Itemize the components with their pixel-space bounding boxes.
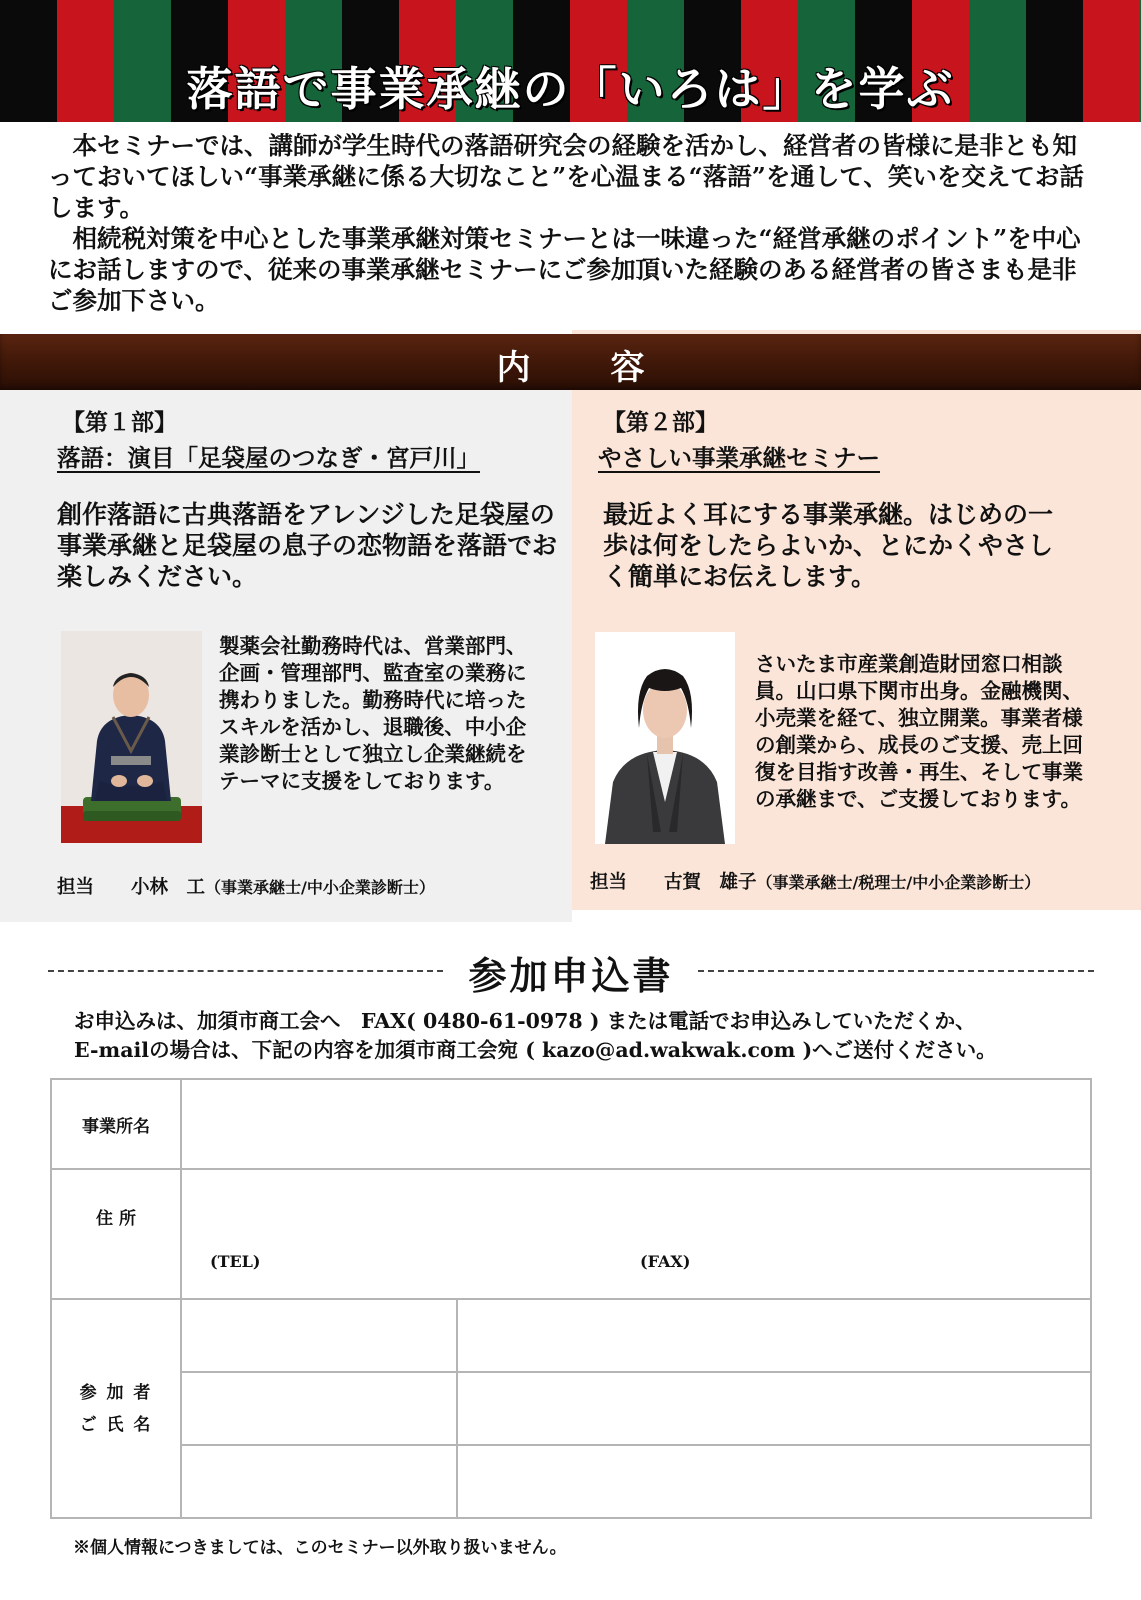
tel-label: (TEL): [210, 1252, 261, 1271]
participant-row-2: [51, 1372, 1091, 1445]
address-field[interactable]: [181, 1169, 1091, 1299]
participant-2-name-field[interactable]: [181, 1372, 457, 1445]
form-title-text: 参加申込書: [460, 953, 681, 998]
participants-label-line-1: 参 加 者: [79, 1382, 153, 1403]
part2-presenter-name: 古賀 雄子: [664, 872, 757, 893]
part2-description: 最近よく耳にする事業承継。はじめの一歩は何をしたらよいか、とにかくやさしく簡単にお伝えします。: [603, 500, 1054, 591]
participant-3-name-field[interactable]: [181, 1445, 457, 1518]
privacy-footnote: ※個人情報につきましては、このセミナー以外取り扱いません。: [73, 1538, 567, 1558]
form-instructions: [74, 1007, 1114, 1065]
business-name-row: [51, 1079, 1091, 1169]
part2-presenter-prefix: 担当: [590, 872, 628, 893]
part2-presenter-credentials: （事業承継士/税理士/中小企業診断士）: [756, 873, 1041, 892]
part1-description: 創作落語に古典落語をアレンジした足袋屋の事業承継と足袋屋の息子の恋物語を落語でお楽しみください。: [57, 500, 558, 591]
participant-1-name-field[interactable]: [181, 1299, 457, 1372]
participant-3-detail-field[interactable]: [457, 1445, 1091, 1518]
page-title: 落語で事業承継の「いろは」を学ぶ: [186, 62, 955, 116]
participant-2-detail-field[interactable]: [457, 1372, 1091, 1445]
part1-presenter-photo: [61, 631, 202, 843]
participants-label: [51, 1299, 181, 1518]
part1-presenter-name: 小林 工: [131, 877, 206, 898]
part1-label: 【第１部】: [62, 409, 177, 436]
part2-title: やさしい事業承継セミナー: [598, 444, 880, 472]
intro-text: [48, 130, 1098, 316]
form-instruction-line-1: お申込みは、加須市商工会へ FAX( 0480-61-0978 ) または電話でお申込みしていただくか、: [74, 1009, 976, 1033]
participants-label-line-2: ご 氏 名: [79, 1414, 153, 1435]
intro-paragraph-2: 相続税対策を中心とした事業承継対策セミナーとは一味違った“経営承継のポイント”を中心にお話しますので、従来の事業承継セミナーにご参加頂いた経験のある経営者の皆さまも是非ご参加下さい。: [48, 224, 1081, 315]
part2-presenter-photo: [595, 632, 735, 844]
address-row: [51, 1169, 1091, 1299]
part1-presenter-bio: 製薬会社勤務時代は、営業部門、企画・管理部門、監査室の業務に携わりました。勤務時代に培ったスキルを活かし、退職後、中小企業診断士として独立し企業継続をテーマに支援をしております。: [219, 634, 527, 793]
intro-paragraph-1: 本セミナーでは、講師が学生時代の落語研究会の経験を活かし、経営者の皆様に是非とも知っておいてほしい“事業承継に係る大切なこと”を心温まる“落語”を通して、笑いを交えてお話します。: [48, 131, 1084, 222]
address-label-text: 住 所: [96, 1209, 136, 1229]
participant-row-3: [51, 1445, 1091, 1518]
address-label: [51, 1169, 181, 1299]
part1-presenter-credit: [57, 873, 435, 899]
part1-presenter-credentials: （事業承継士/中小企業診断士）: [205, 878, 435, 897]
form-heading-row: [48, 945, 1094, 998]
application-form-table: [50, 1078, 1092, 1519]
fax-label: (FAX): [640, 1252, 691, 1271]
form-instruction-line-2: E-mailの場合は、下記の内容を加須市商工会宛 ( kazo@ad.wakwak.com )へご送付ください。: [74, 1038, 997, 1062]
rakugo-performer-image: [61, 631, 202, 843]
form-title: [48, 945, 1094, 1000]
contents-heading: 内容: [496, 348, 725, 388]
business-name-label: 事業所名: [51, 1079, 181, 1169]
part1-presenter-prefix: 担当: [57, 877, 95, 898]
part2-presenter-bio: さいたま市産業創造財団窓口相談員。山口県下関市出身。金融機関、小売業を経て、独立開業。事業者様の創業から、成長のご支援、売上回復を目指す改善・再生、そして事業の承継まで、ご支援しております。: [755, 652, 1083, 811]
participant-row-1: [51, 1299, 1091, 1372]
participant-1-detail-field[interactable]: [457, 1299, 1091, 1372]
part2-label: 【第２部】: [603, 409, 718, 436]
presenter-portrait-image: [595, 632, 735, 844]
part1-title: 落語：演目「足袋屋のつなぎ・宮戸川」: [57, 444, 480, 472]
business-name-field[interactable]: [181, 1079, 1091, 1169]
part2-presenter-credit: [590, 868, 1040, 894]
